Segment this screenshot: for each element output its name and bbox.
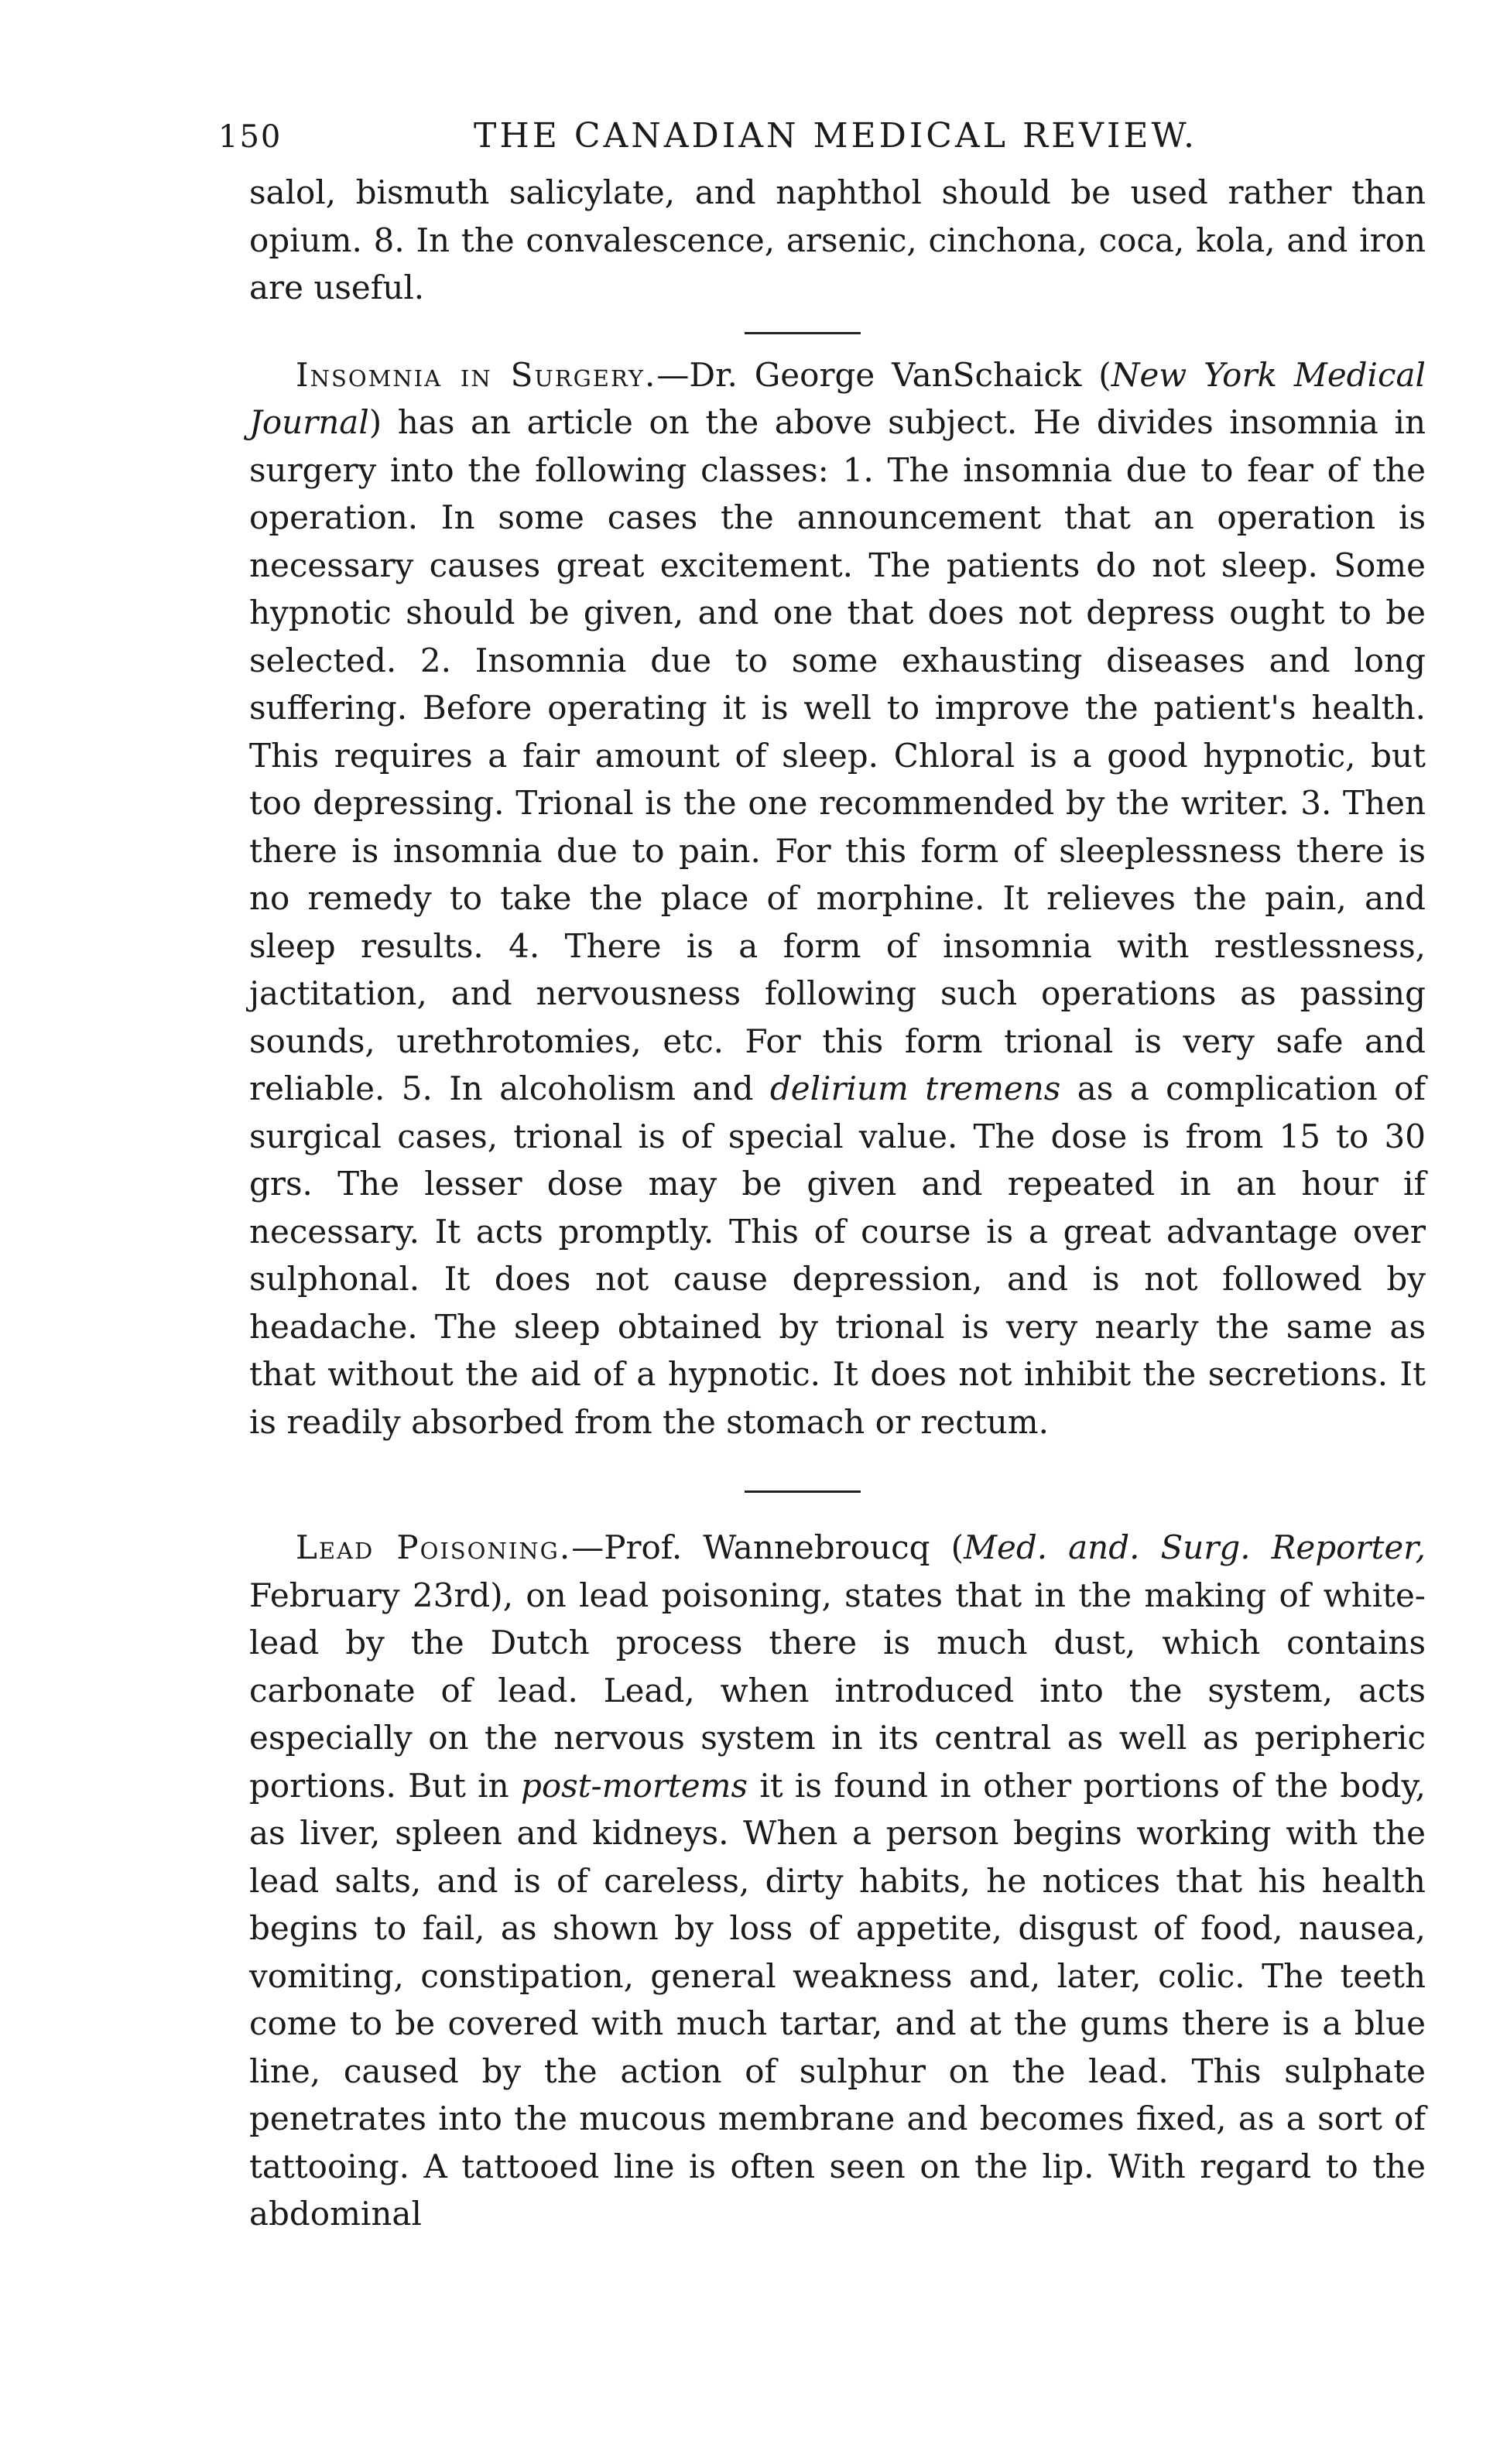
document-page: [218, 108, 1426, 2238]
insomnia-paragraph: [249, 351, 1426, 1446]
insomnia-body-continued: as a complication of surgical cases, trional is of special value. The dose is from 15 to 30 grs. The lesser dose may be given and repeated in an hour if necessary. It acts promptly. This of course is a great advantage over sulphonal. It does not cause depression, and is not followed by headache. The sleep obtained by trional is very nearly the same as that without the aid of a hypnotic. It does not inhibit the secretions. It is readily absorbed from the stomach or rectum.: [249, 1069, 1426, 1441]
lead-body: February 23rd), on lead poisoning, states that in the making of white-lead by the Dutch process there is much dust, which contains carbonate of lead. Lead, when introduced into the system, acts especially on the nervous system in its central as well as peripheric portions. But in: [249, 1576, 1426, 1805]
lead-body-continued: it is found in other portions of the body, as liver, spleen and kidneys. When a person begins working with the lead salts, and is of careless, dirty habits, he notices that his health begins to fail, as shown by loss of appetite, disgust of food, nausea, vomiting, constipation, general weakness and, later, colic. The teeth come to be covered with much tartar, and at the gums there is a blue line, caused by the action of sulphur on the lead. This sulphate penetrates into the mucous membrane and becomes fixed, as a sort of tattooing. A tattooed line is often seen on the lip. With regard to the abdominal: [249, 1766, 1426, 2233]
lead-author: —Prof. Wannebroucq (: [571, 1528, 964, 1566]
continued-text: salol, bismuth salicylate, and naphthol should be used rather than opium. 8. In the convalescence, arsenic, cinchona, coca, kola, and iron are useful.: [249, 173, 1426, 306]
lead-journal: Med. and. Surg. Reporter,: [963, 1528, 1426, 1566]
page-number: 150: [218, 119, 283, 155]
lead-heading: Lead Poisoning.: [296, 1528, 572, 1566]
insomnia-author: —Dr. George VanSchaick (: [656, 355, 1111, 394]
lead-paragraph: [249, 1524, 1426, 2238]
insomnia-heading: Insomnia in Surgery.: [296, 355, 657, 394]
insomnia-body: ) has an article on the above subject. He divides insomnia in surgery into the following classes: 1. The insomnia due to fear of the operation. In some cases the announcement that an operation is necessary causes great excitement. The patients do not sleep. Some hypnotic should be given, and one that does not depress ought to be selected. 2. Insomnia due to some exhausting diseases and long suffering. Before operating it is well to improve the patient's health. This requires a fair amount of sleep. Chloral is a good hypnotic, but too depressing. Trional is the one recommended by the writer. 3. Then there is insomnia due to pain. For this form of sleeplessness there is no remedy to take the place of morphine. It relieves the pain, and sleep results. 4. There is a form of insomnia with restlessness, jactitation, and nervousness following such operations as passing sounds, urethrotomies, etc. For this form trional is very safe and reliable. 5. In alcoholism and: [249, 403, 1426, 1107]
lead-postmortems: post-mortems: [520, 1766, 748, 1805]
continued-paragraph: [249, 169, 1426, 312]
page-header: [218, 108, 1426, 163]
insomnia-delirium: delirium tremens: [769, 1069, 1061, 1107]
insomnia-journal: New York Medical Journal: [249, 355, 1426, 441]
section-divider-2: [745, 1490, 861, 1493]
running-head: THE CANADIAN MEDICAL REVIEW.: [474, 116, 1197, 156]
section-divider: [745, 332, 861, 334]
